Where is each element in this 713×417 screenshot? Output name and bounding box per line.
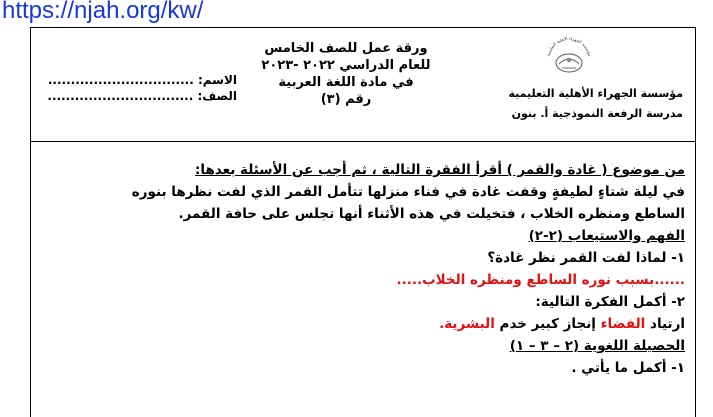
answer-2-end: .	[439, 316, 445, 332]
class-blank[interactable]: ................................	[47, 89, 194, 103]
answer-2	[43, 313, 685, 335]
question-3: ١- أكمل ما يأتي .	[571, 360, 685, 376]
watermark-url[interactable]: https://njah.org/kw/	[2, 0, 204, 24]
answer-2-text-1: ارتياد	[645, 316, 685, 332]
worksheet	[30, 27, 696, 417]
worksheet-header	[31, 28, 695, 142]
paragraph-line-1: في ليلة شتاءٍ لطيفةٍ وقفت غادة في فناء منزلها تتأمل القمر الذي لفت نظرها بنوره	[131, 184, 685, 200]
answer-2-word-humanity: البشرية	[444, 316, 495, 332]
paragraph-line-2: الساطع ومنظره الخلاب ، فتخيلت في هذه الأثناء أنها تجلس على حافة القمر.	[178, 206, 685, 222]
title-line-4: رقم (٣)	[320, 92, 372, 107]
title-line-1: ورقة عمل للصف الخامس	[264, 41, 428, 56]
title-line-3: في مادة اللغة العربية	[278, 75, 414, 90]
answer-2-text-2: إنجاز كبير خدم	[494, 316, 601, 332]
question-1: ١- لماذا لفت القمر نظر غادة؟	[487, 250, 685, 266]
worksheet-body	[43, 159, 685, 379]
question-2: ٢- أكمل الفكرة التالية:	[535, 294, 685, 310]
student-fields	[47, 72, 237, 104]
school-name: مدرسة الرفعة النموذجية أ. بنون	[511, 107, 683, 120]
worksheet-title	[251, 40, 441, 108]
section-vocabulary-title: الحصيلة اللغوية (٢ – ٣ – ١)	[509, 338, 685, 354]
class-label: الصف:	[197, 89, 237, 103]
section-comprehension-title: الفهم والاستيعاب (٢-٢)	[528, 228, 685, 244]
name-label: الاسم:	[197, 73, 237, 87]
answer-1: ......بسبب نوره الساطع ومنظره الخلاب.....	[396, 272, 685, 288]
school-org-name: مؤسسة الجهراء الأهلية التعليمية	[508, 87, 683, 100]
school-logo-icon	[543, 34, 595, 76]
title-line-2: للعام الدراسي ٢٠٢٢ -٢٠٢٣	[261, 58, 431, 73]
name-blank[interactable]: ................................	[47, 73, 194, 87]
answer-2-word-space: الفضاء	[600, 316, 646, 332]
school-info	[493, 84, 683, 124]
class-field[interactable]	[47, 88, 237, 104]
topic-instruction: من موضوع ( غادة والقمر ) أقرأ الفقرة التالية ، ثم أجب عن الأسئلة بعدها:	[195, 162, 685, 178]
logo-arc-text: مؤسسة الجهراء الأهلية التعليمية	[545, 35, 593, 57]
name-field[interactable]	[47, 72, 237, 88]
